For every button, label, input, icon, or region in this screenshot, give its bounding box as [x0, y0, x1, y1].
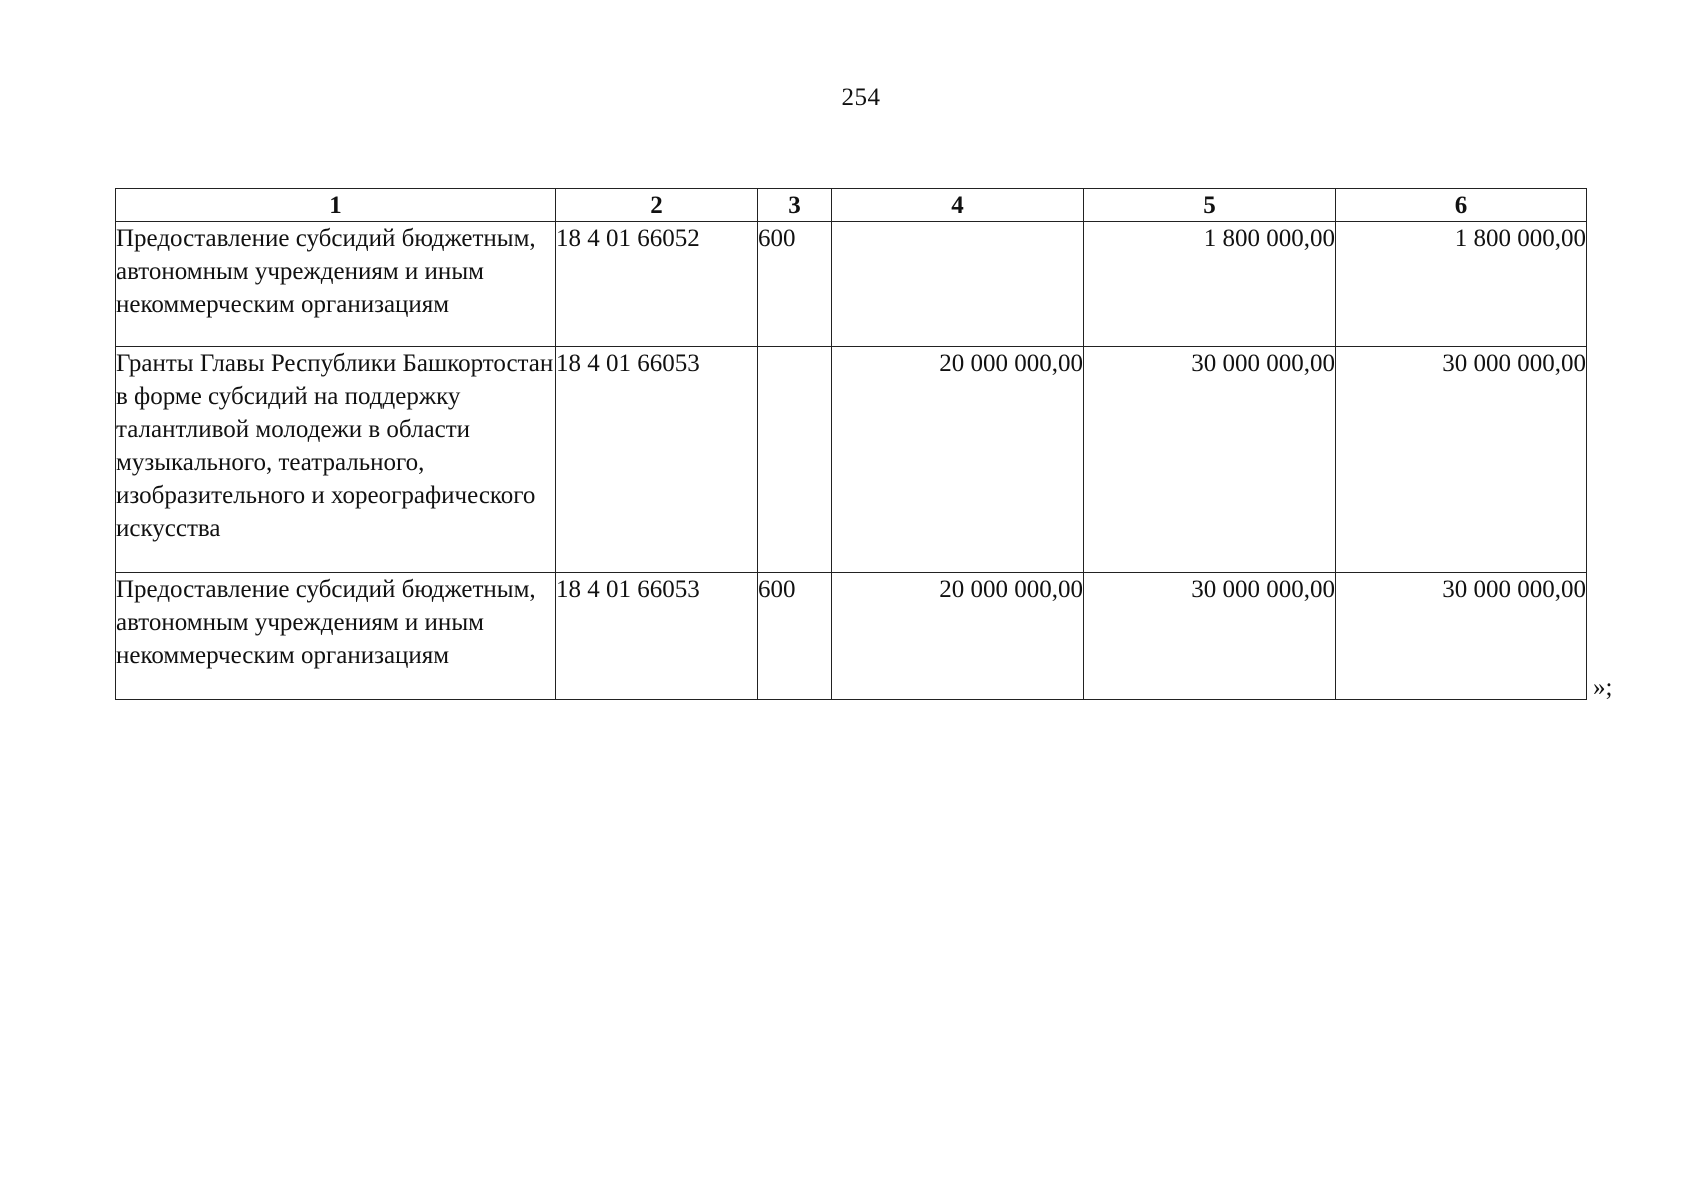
- row-name: Гранты Главы Республики Башкортостан в форме субсидий на поддержку талантливой молодежи в области музыкального, театрального, изобразительного и хореографического искусства: [116, 347, 556, 573]
- table-row: [116, 347, 1587, 573]
- column-header: 2: [556, 189, 758, 222]
- row-amount-col5: 1 800 000,00: [1084, 222, 1336, 347]
- row-amount-col6: 30 000 000,00: [1336, 573, 1587, 700]
- row-amount-col5: 30 000 000,00: [1084, 573, 1336, 700]
- row-amount-col6: 1 800 000,00: [1336, 222, 1587, 347]
- row-name: Предоставление субсидий бюджетным, автономным учреждениям и иным некоммерческим организациям: [116, 573, 556, 700]
- row-amount-col4: 20 000 000,00: [832, 347, 1084, 573]
- column-header: 3: [758, 189, 832, 222]
- row-amount-col4: 20 000 000,00: [832, 573, 1084, 700]
- row-kind: [758, 347, 832, 573]
- row-code: 18 4 01 66053: [556, 573, 758, 700]
- row-name: Предоставление субсидий бюджетным, автономным учреждениям и иным некоммерческим организациям: [116, 222, 556, 347]
- row-kind: 600: [758, 222, 832, 347]
- budget-table: [115, 188, 1587, 700]
- table-row: [116, 573, 1587, 700]
- row-code: 18 4 01 66052: [556, 222, 758, 347]
- column-header: 1: [116, 189, 556, 222]
- column-header: 6: [1336, 189, 1587, 222]
- row-code: 18 4 01 66053: [556, 347, 758, 573]
- table-header-row: [116, 189, 1587, 222]
- row-amount-col4: [832, 222, 1084, 347]
- table-row: [116, 222, 1587, 347]
- row-amount-col5: 30 000 000,00: [1084, 347, 1336, 573]
- row-amount-col6: 30 000 000,00: [1336, 347, 1587, 573]
- column-header: 4: [832, 189, 1084, 222]
- column-header: 5: [1084, 189, 1336, 222]
- row-kind: 600: [758, 573, 832, 700]
- page-number: 254: [841, 84, 881, 111]
- closing-quote-mark: »;: [1593, 674, 1613, 701]
